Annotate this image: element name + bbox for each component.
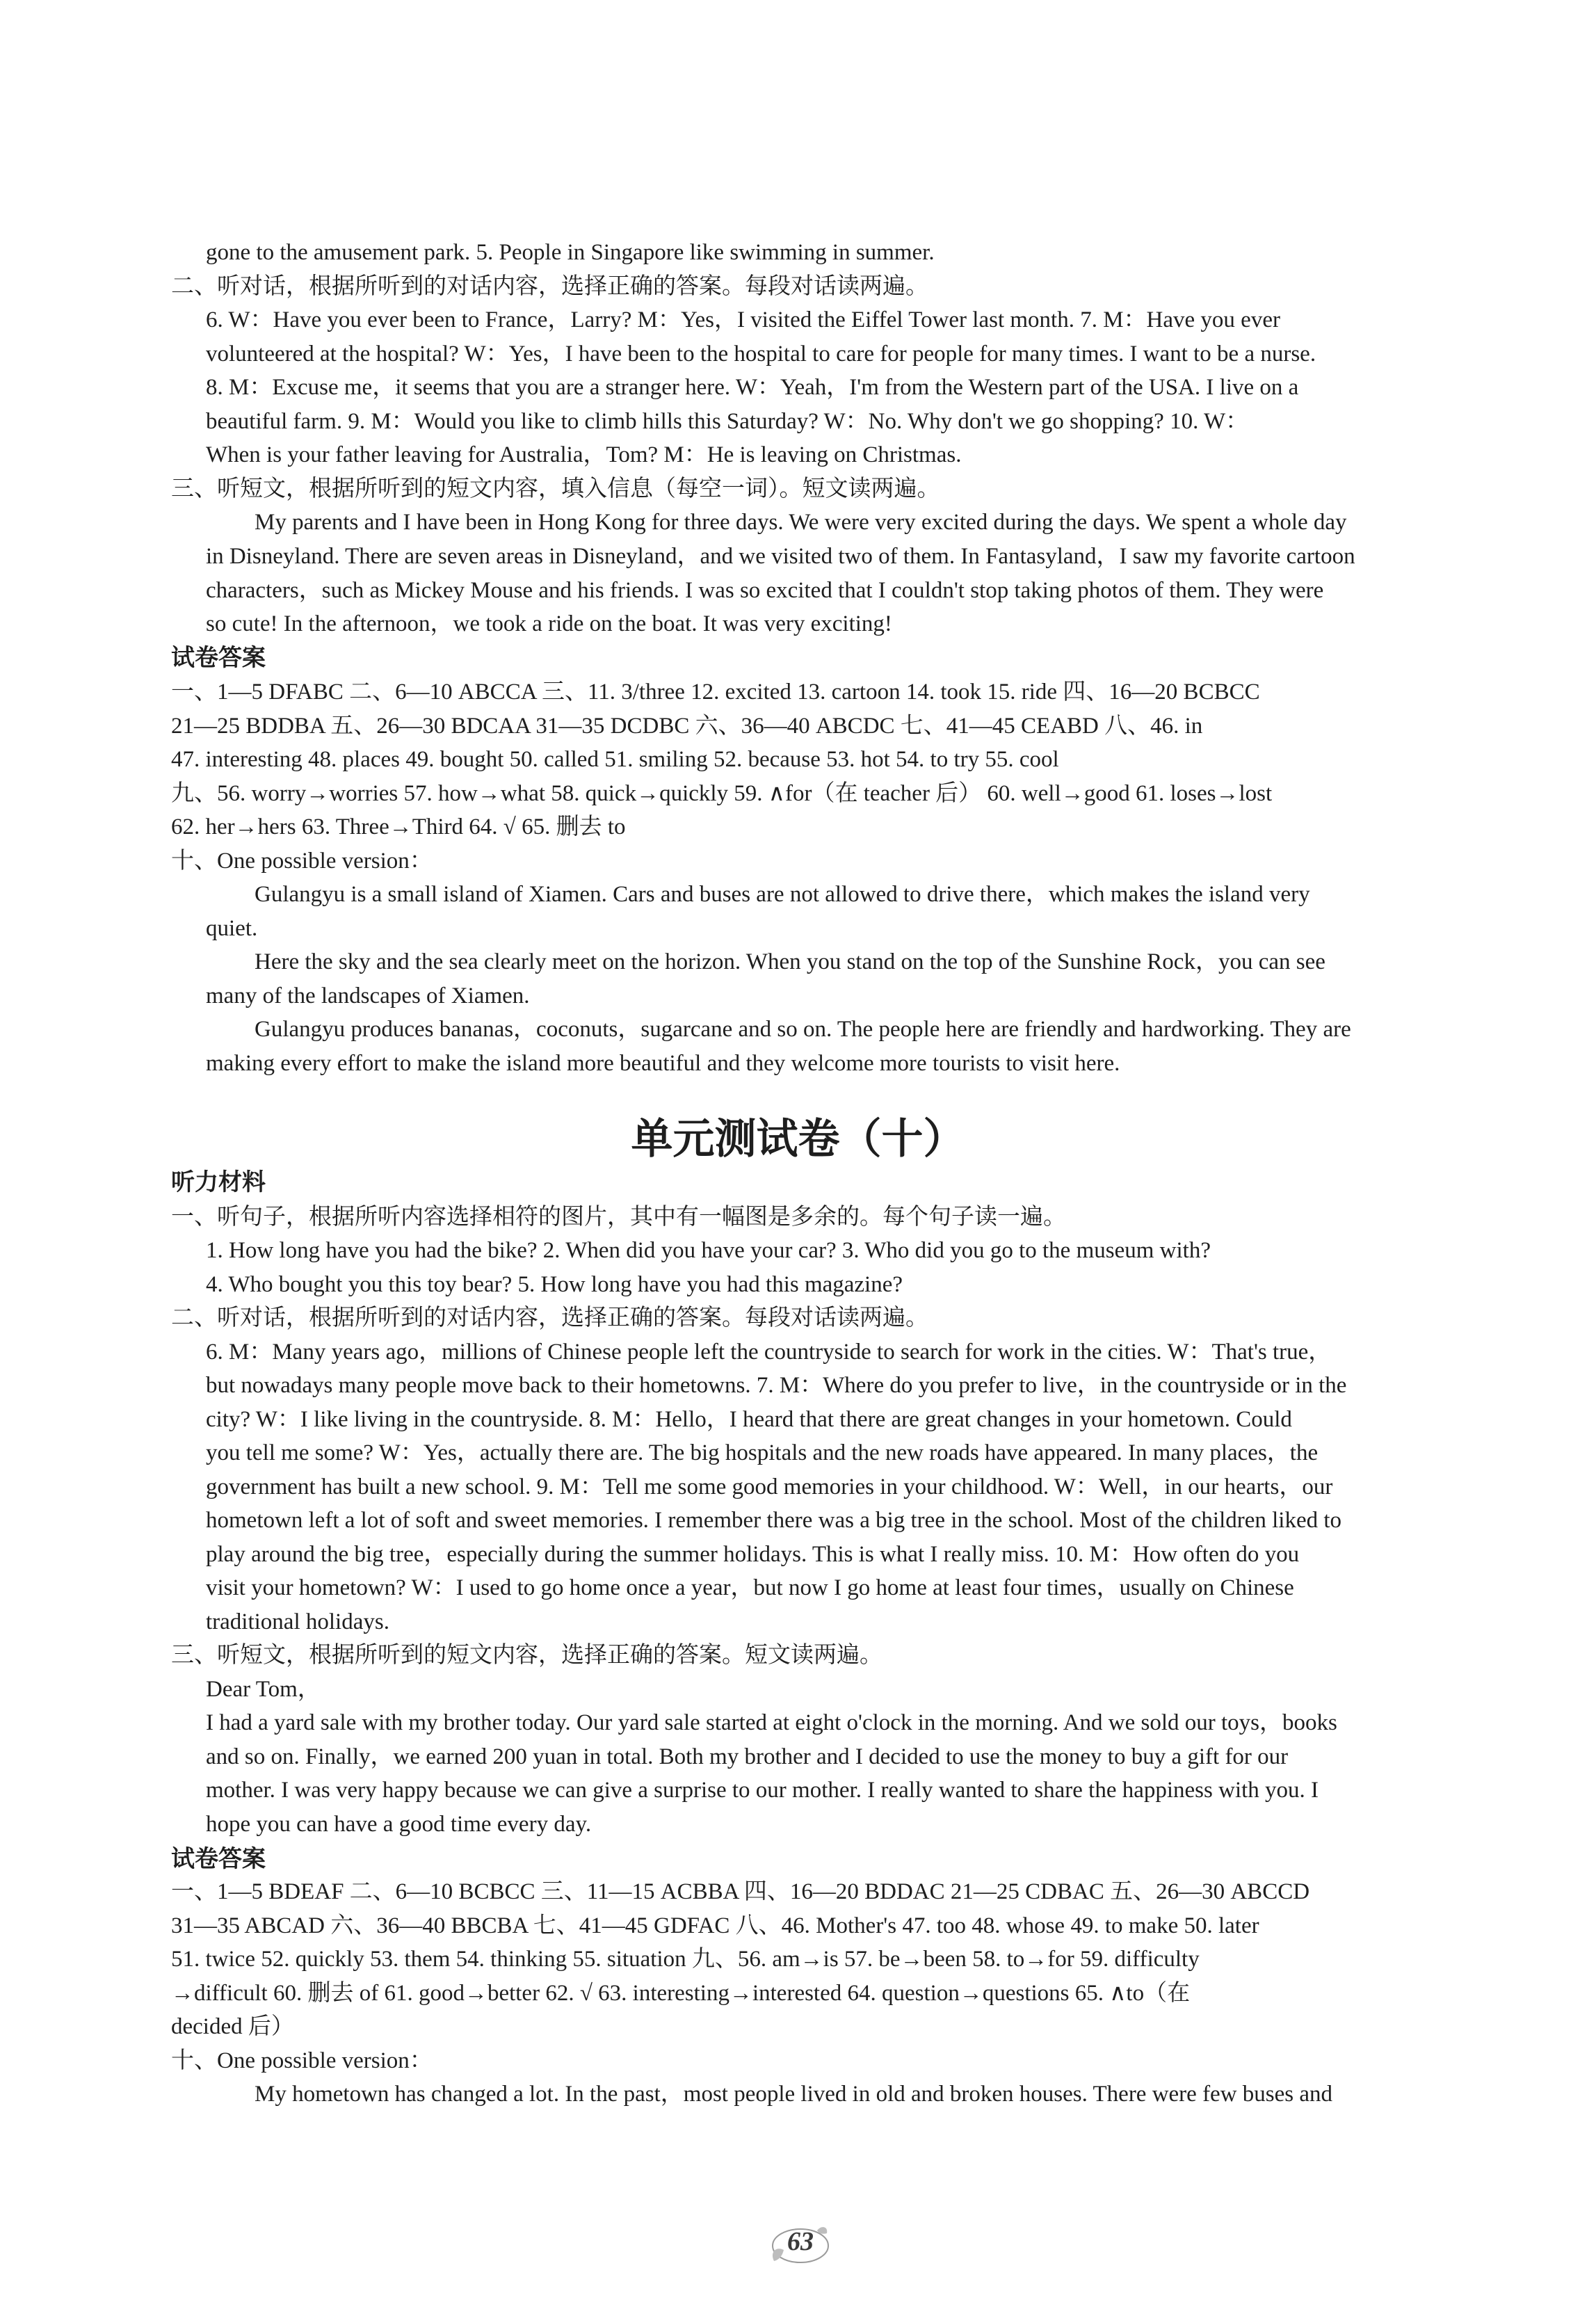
text-line: 4. Who bought you this toy bear? 5. How long have you had this magazine? [206,1272,903,1297]
text-line: mother. I was very happy because we can give a surprise to our mother. I really wanted to share the happiness with you. I [206,1778,1319,1803]
text-line: city? W：I like living in the countryside. 8. M：Hello，I heard that there are great changes in your hometown. Could [206,1407,1292,1432]
answer-line: 一、1—5 DFABC 二、6—10 ABCCA 三、11. 3/three 12. excited 13. cartoon 14. took 15. ride 四、16—20 BCBCC [171,679,1260,705]
text-line: gone to the amusement park. 5. People in Singapore like swimming in summer. [206,240,935,265]
essay-line: Here the sky and the sea clearly meet on the horizon. When you stand on the top of the Sunshine Rock，you can see [255,949,1325,974]
text-line: hometown left a lot of soft and sweet memories. I remember there was a big tree in the school. Most of the children liked to [206,1508,1342,1533]
section-title: 单元测试卷（十） [631,1115,965,1164]
essay-line: quiet. [206,916,258,941]
answer-line: 47. interesting 48. places 49. bought 50. called 51. smiling 52. because 53. hot 54. to try 55. cool [171,747,1059,772]
page-number-text: 63 [787,2227,814,2256]
essay-line: making every effort to make the island more beautiful and they welcome more tourists to visit here. [206,1051,1120,1076]
text-line: so cute! In the afternoon，we took a ride on the boat. It was very exciting! [206,611,892,636]
text-line: visit your hometown? W：I used to go home once a year，but now I go home at least four times，usually on Chinese [206,1575,1294,1600]
text-line: 6. W：Have you ever been to France，Larry? M：Yes，I visited the Eiffel Tower last month. 7. M：Have you ever [206,307,1280,332]
question-instruction: 二、听对话，根据所听到的对话内容，选择正确的答案。每段对话读两遍。 [171,1305,928,1330]
answer-line: 十、One possible version： [171,849,433,874]
text-line: play around the big tree，especially during the summer holidays. This is what I really miss. 10. M：How often do you [206,1542,1300,1567]
answer-line: 十、One possible version： [171,2048,433,2073]
text-line: government has built a new school. 9. M：Tell me some good memories in your childhood. W：Well，in our hearts，our [206,1474,1333,1499]
text-line: 1. How long have you had the bike? 2. When did you have your car? 3. Who did you go to the museum with? [206,1238,1211,1263]
answer-line: decided 后） [171,2014,294,2039]
text-line: you tell me some? W：Yes，actually there are. The big hospitals and the new roads have appeared. In many places，the [206,1440,1319,1465]
page-number [768,2222,832,2268]
question-instruction: 三、听短文，根据所听到的短文内容，填入信息（每空一词）。短文读两遍。 [171,476,940,501]
essay-line: many of the landscapes of Xiamen. [206,983,530,1008]
text-line: 6. M：Many years ago，millions of Chinese people left the countryside to search for work in the cities. W：That's true， [206,1340,1332,1365]
answer-line: 51. twice 52. quickly 53. them 54. thinking 55. situation 九、56. am→is 57. be→been 58. to→for 59. difficulty [171,1947,1200,1972]
answer-line: →difficult 60. 删去 of 61. good→better 62. √ 63. interesting→interested 64. question→questions 65. ∧to（在 [171,1981,1191,2006]
text-line: When is your father leaving for Australia，Tom? M：He is leaving on Christmas. [206,442,962,467]
text-line: volunteered at the hospital? W：Yes，I have been to the hospital to care for people for many times. I want to be a nurse. [206,341,1316,367]
answer-line: 31—35 ABCAD 六、36—40 BBCBA 七、41—45 GDFAC 八、46. Mother's 47. too 48. whose 49. to make 50. later [171,1913,1259,1938]
listening-heading: 听力材料 [171,1168,266,1196]
essay-line: Gulangyu is a small island of Xiamen. Cars and buses are not allowed to drive there，which makes the island very [255,882,1310,907]
answers-heading: 试卷答案 [171,1845,266,1873]
text-line: hope you can have a good time every day. [206,1812,592,1837]
text-line: in Disneyland. There are seven areas in Disneyland，and we visited two of them. In Fantasyland，I saw my favorite cartoon [206,544,1355,569]
essay-line: My hometown has changed a lot. In the past，most people lived in old and broken houses. There were few buses and [255,2082,1333,2107]
essay-line: Gulangyu produces bananas，coconuts，sugarcane and so on. The people here are friendly and hardworking. They are [255,1017,1351,1042]
text-line: but nowadays many people move back to their hometowns. 7. M：Where do you prefer to live，in the countryside or in the [206,1373,1347,1398]
text-line: and so on. Finally，we earned 200 yuan in total. Both my brother and I decided to use the money to buy a gift for our [206,1744,1289,1769]
question-instruction: 一、听句子，根据所听内容选择相符的图片，其中有一幅图是多余的。每个句子读一遍。 [171,1205,1066,1230]
text-line: characters，such as Mickey Mouse and his friends. I was so excited that I couldn't stop taking photos of them. They were [206,578,1324,603]
answer-line: 九、56. worry→worries 57. how→what 58. quick→quickly 59. ∧for（在 teacher 后） 60. well→good 61. loses→lost [171,781,1273,806]
answer-line: 一、1—5 BDEAF 二、6—10 BCBCC 三、11—15 ACBBA 四、16—20 BDDAC 21—25 CDBAC 五、26—30 ABCCD [171,1879,1310,1904]
text-line: My parents and I have been in Hong Kong for three days. We were very excited during the days. We spent a whole day [255,510,1347,535]
answer-line: 21—25 BDDBA 五、26—30 BDCAA 31—35 DCDBC 六、36—40 ABCDC 七、41—45 CEABD 八、46. in [171,714,1203,739]
question-instruction: 二、听对话，根据所听到的对话内容，选择正确的答案。每段对话读两遍。 [171,274,928,299]
answer-line: 62. her→hers 63. Three→Third 64. √ 65. 删去 to [171,814,626,839]
text-line: traditional holidays. [206,1609,389,1634]
text-line: I had a yard sale with my brother today. Our yard sale started at eight o'clock in the morning. And we sold our toys，books [206,1710,1337,1735]
question-instruction: 三、听短文，根据所听到的短文内容，选择正确的答案。短文读两遍。 [171,1643,882,1668]
letter-greeting: Dear Tom， [206,1677,321,1702]
text-line: 8. M：Excuse me，it seems that you are a stranger here. W：Yeah，I'm from the Western part of the USA. I live on a [206,375,1299,400]
answers-heading: 试卷答案 [171,644,266,672]
text-line: beautiful farm. 9. M：Would you like to climb hills this Saturday? W：No. Why don't we go shopping? 10. W： [206,409,1249,434]
